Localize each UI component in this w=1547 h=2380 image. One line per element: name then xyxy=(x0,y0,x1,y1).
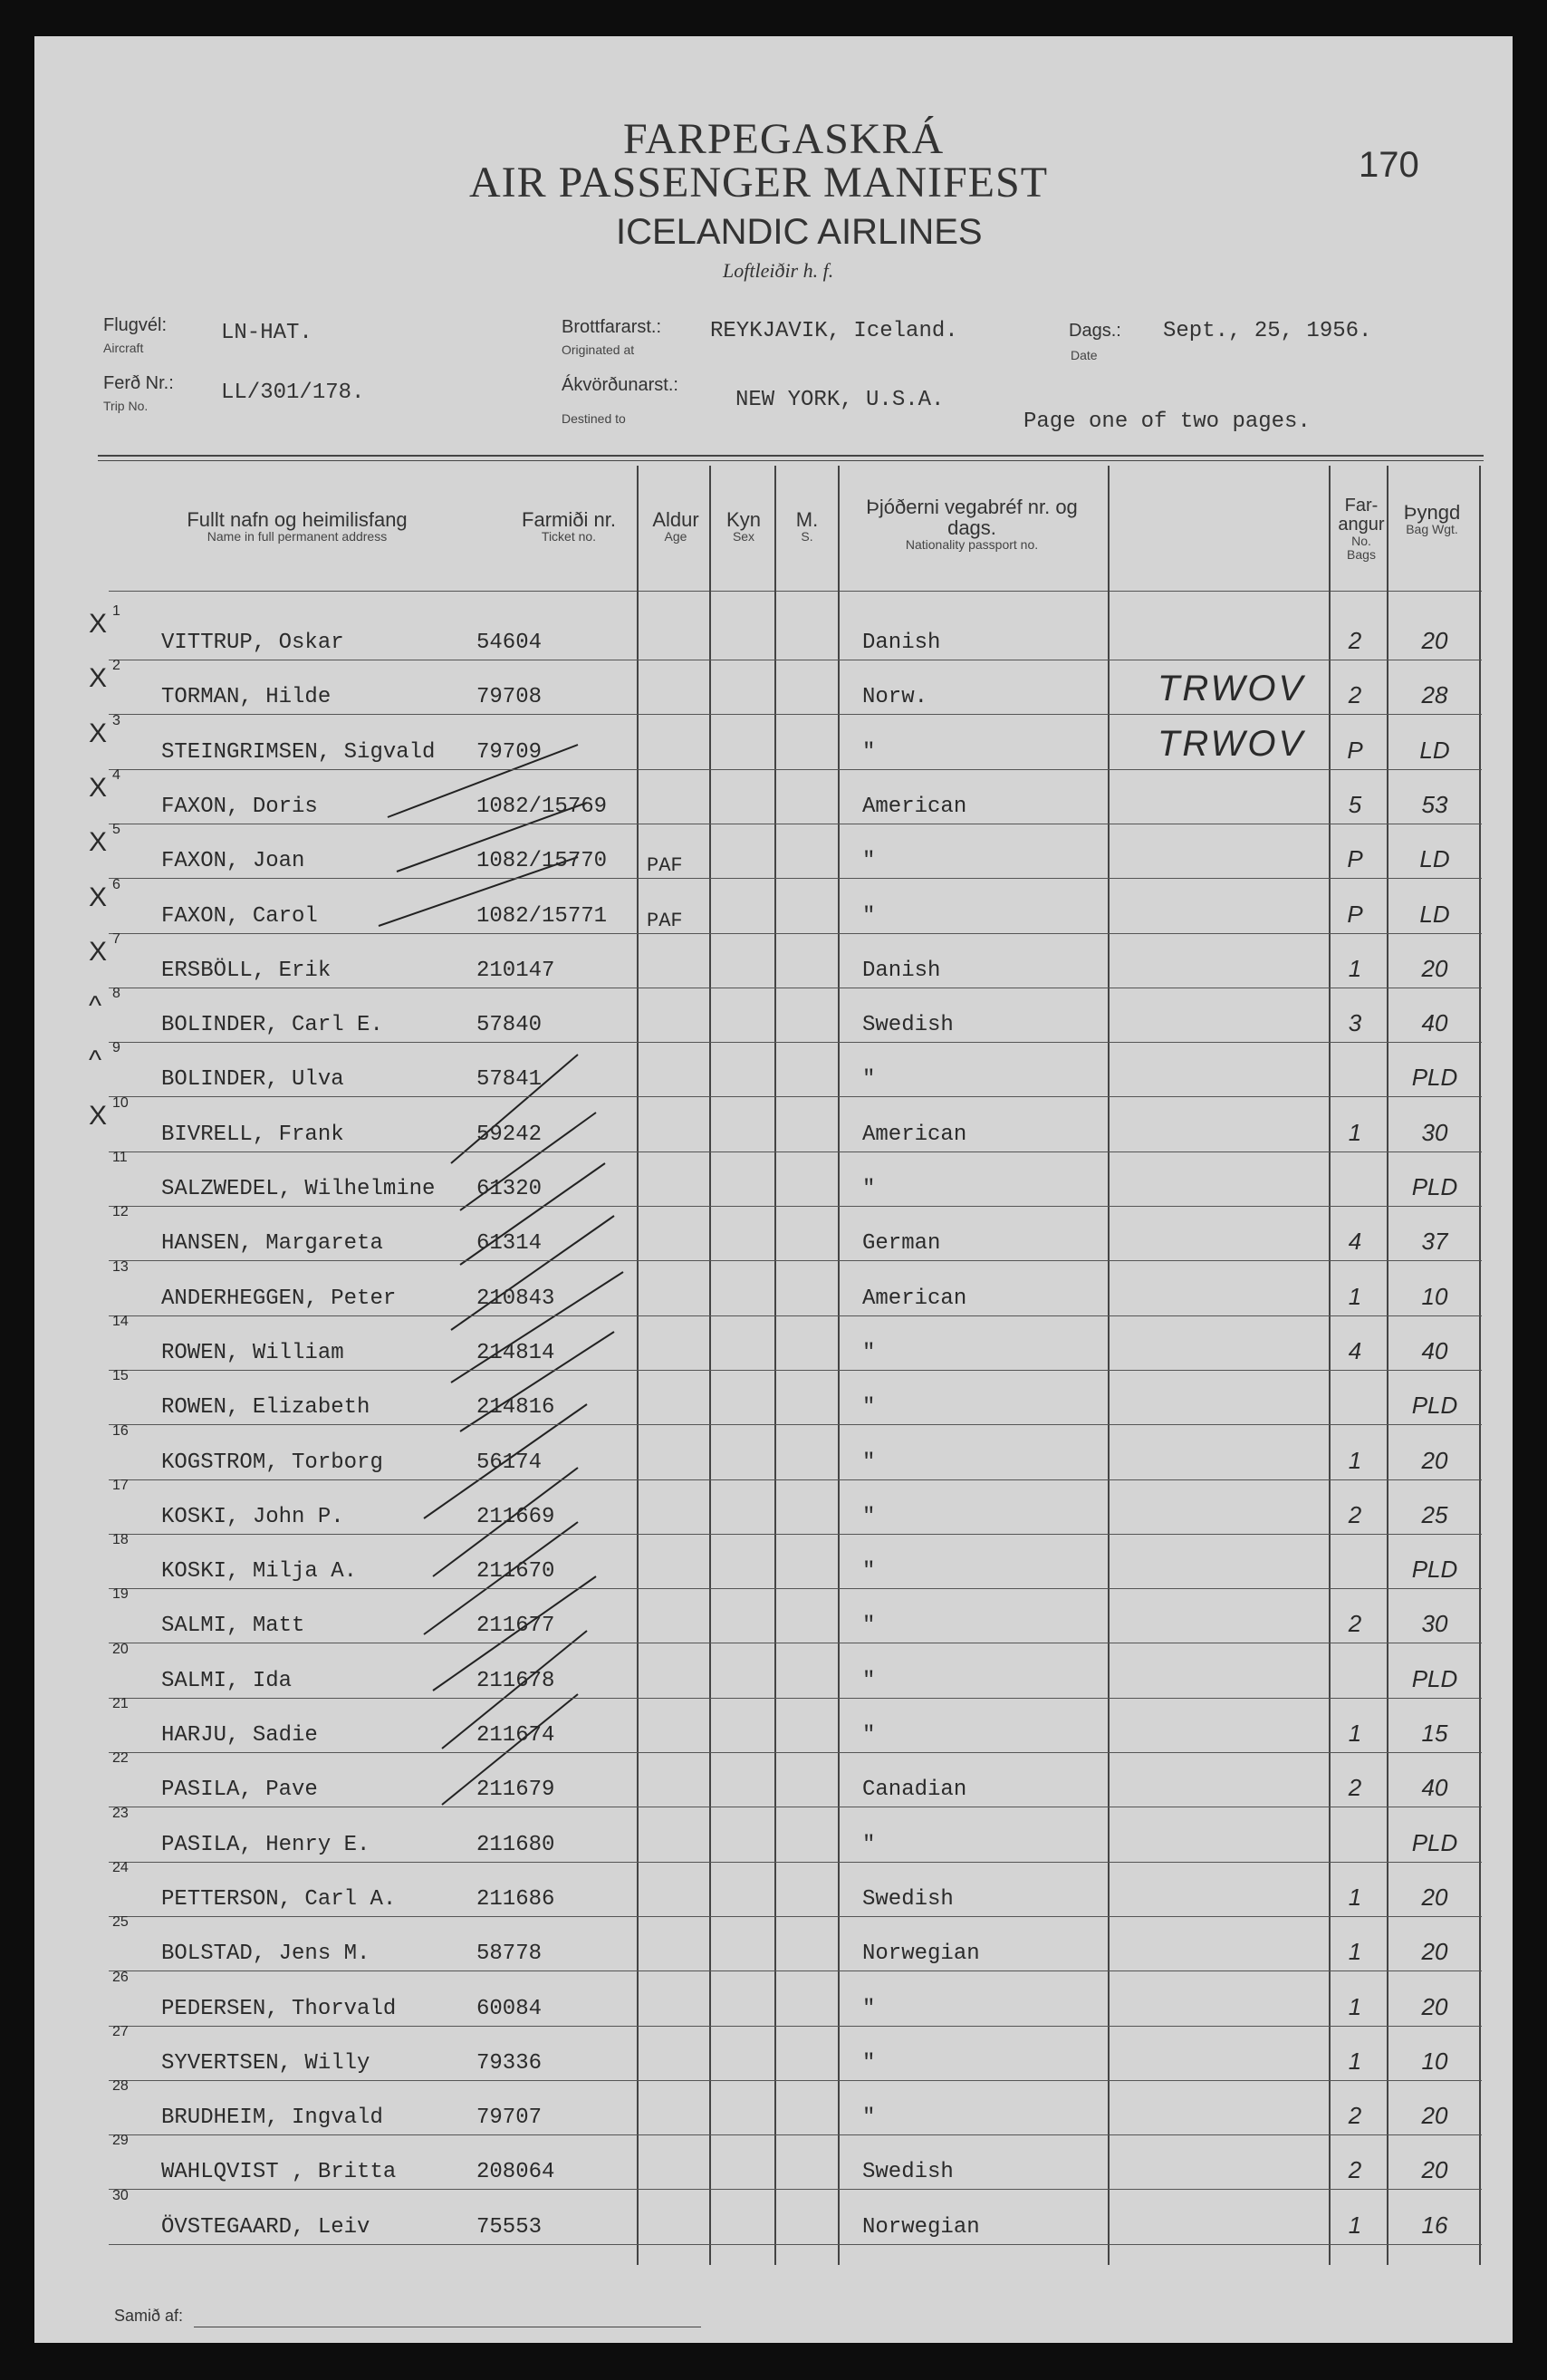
row-number: 24 xyxy=(112,1859,129,1875)
ticket-number: 208064 xyxy=(476,2160,555,2185)
nationality: Danish xyxy=(862,631,941,655)
row-number: 28 xyxy=(112,2078,129,2095)
row-rule xyxy=(109,714,1482,715)
passenger-mark: X xyxy=(89,1100,108,1131)
row-number: 17 xyxy=(112,1477,129,1493)
nationality: Norwegian xyxy=(862,1942,980,1967)
row-number: 19 xyxy=(112,1586,129,1603)
ticket-number: 211670 xyxy=(476,1559,555,1585)
bag-weight: PLD xyxy=(1411,1828,1458,1856)
row-rule xyxy=(109,1151,1482,1152)
ticket-number: 57840 xyxy=(476,1013,543,1038)
row-number: 10 xyxy=(112,1094,129,1111)
passenger-name: PASILA, Pave xyxy=(161,1778,318,1803)
bag-weight: 16 xyxy=(1421,2211,1448,2239)
aircraft-label: Flugvél: xyxy=(103,315,168,335)
col-bags-header: Far-angur No. Bags xyxy=(1338,496,1385,562)
bag-weight: 40 xyxy=(1421,1336,1448,1364)
passenger-name: BRUDHEIM, Ingvald xyxy=(161,2105,383,2131)
ticket-number: 211677 xyxy=(476,1614,555,1639)
row-number: 7 xyxy=(112,930,120,947)
date-label: Dags.: xyxy=(1069,321,1121,341)
row-number: 18 xyxy=(112,1532,129,1548)
row-rule xyxy=(109,1970,1482,1971)
passenger-name: ANDERHEGGEN, Peter xyxy=(161,1286,397,1311)
ticket-number: 59242 xyxy=(476,1122,543,1147)
nationality: " xyxy=(862,1996,876,2021)
nationality: " xyxy=(862,1723,876,1748)
row-rule xyxy=(109,2080,1482,2081)
table-row xyxy=(34,1805,1513,1865)
bags-count: 1 xyxy=(1348,1446,1362,1474)
table-row xyxy=(34,1914,1513,1974)
table-row xyxy=(34,986,1513,1045)
passenger-mark: X xyxy=(89,936,108,967)
passenger-mark: X xyxy=(89,882,108,912)
table-row xyxy=(34,822,1513,882)
table-row xyxy=(34,766,1513,827)
row-number: 4 xyxy=(112,766,120,783)
table-row xyxy=(34,2187,1513,2248)
passenger-name: STEINGRIMSEN, Sigvald xyxy=(161,739,436,765)
row-number: 20 xyxy=(112,1641,129,1657)
bag-weight: 28 xyxy=(1421,681,1448,709)
row-rule xyxy=(109,1424,1482,1425)
ticket-number: 79708 xyxy=(476,685,543,710)
table-row xyxy=(34,1094,1513,1155)
dest-label-en: Destined to xyxy=(562,411,626,426)
ticket-number: 1082/15771 xyxy=(476,903,608,929)
nationality: " xyxy=(862,1177,876,1201)
bag-weight: 25 xyxy=(1421,1500,1448,1528)
ticket-number: 58778 xyxy=(476,1942,543,1967)
bags-count: 1 xyxy=(1348,1938,1362,1966)
table-row xyxy=(34,1204,1513,1264)
row-number: 15 xyxy=(112,1368,129,1384)
nationality: " xyxy=(862,1504,876,1529)
nationality: " xyxy=(862,1450,876,1475)
ticket-number: 211686 xyxy=(476,1886,555,1912)
row-number: 9 xyxy=(112,1040,120,1056)
nationality: Swedish xyxy=(862,1013,954,1038)
row-rule xyxy=(109,2134,1482,2135)
bag-weight: 20 xyxy=(1421,627,1448,654)
bags-count: 2 xyxy=(1348,2102,1362,2130)
ticket-number: 211680 xyxy=(476,1832,555,1857)
col-age-header: Aldur Age xyxy=(652,508,699,544)
row-rule xyxy=(109,1479,1482,1480)
nationality: Norw. xyxy=(862,685,928,710)
aircraft-value: LN-HAT. xyxy=(221,321,312,345)
ticket-number: 211678 xyxy=(476,1668,555,1693)
bag-weight: 40 xyxy=(1421,1009,1448,1037)
table-row xyxy=(34,1641,1513,1701)
table-row xyxy=(34,1040,1513,1100)
trip-value: LL/301/178. xyxy=(221,381,365,405)
ticket-number: 211679 xyxy=(476,1778,555,1803)
table-row xyxy=(34,1696,1513,1756)
passenger-name: HANSEN, Margareta xyxy=(161,1231,383,1257)
row-number: 26 xyxy=(112,1969,129,1985)
bag-weight: LD xyxy=(1419,845,1450,873)
bags-count: 2 xyxy=(1348,1774,1362,1802)
aircraft-label-en: Aircraft xyxy=(103,341,144,355)
passenger-mark: X xyxy=(89,827,108,858)
ticket-number: 1082/15770 xyxy=(476,849,608,874)
bags-count: 4 xyxy=(1348,1336,1362,1364)
row-rule xyxy=(109,1260,1482,1261)
bag-weight: 30 xyxy=(1421,1118,1448,1146)
row-rule xyxy=(109,2026,1482,2027)
row-rule xyxy=(109,1698,1482,1699)
nationality: American xyxy=(862,794,967,819)
table-row xyxy=(34,1150,1513,1209)
compiled-by-label: Samið af: xyxy=(114,2307,184,2325)
bags-count: 2 xyxy=(1348,2156,1362,2184)
table-row xyxy=(34,876,1513,937)
nationality: " xyxy=(862,1614,876,1639)
passenger-name: PEDERSEN, Thorvald xyxy=(161,1996,397,2021)
passenger-name: SALMI, Matt xyxy=(161,1614,305,1639)
ticket-number: 210843 xyxy=(476,1286,555,1311)
row-rule xyxy=(109,1752,1482,1753)
bag-weight: 20 xyxy=(1421,2102,1448,2130)
col-sex-header: Kyn Sex xyxy=(726,508,761,544)
row-number: 13 xyxy=(112,1258,129,1275)
row-number: 29 xyxy=(112,2133,129,2149)
passenger-name: FAXON, Doris xyxy=(161,794,318,819)
annotation: TRWOV xyxy=(1158,669,1306,709)
nationality: German xyxy=(862,1231,941,1257)
bag-weight: 20 xyxy=(1421,1938,1448,1966)
passenger-mark: X xyxy=(89,772,108,803)
nationality: " xyxy=(862,1832,876,1857)
bag-weight: PLD xyxy=(1411,1556,1458,1584)
bags-count: 1 xyxy=(1348,1720,1362,1747)
nationality: " xyxy=(862,849,876,874)
row-rule xyxy=(109,1916,1482,1917)
nationality: American xyxy=(862,1286,967,1311)
passenger-name: PETTERSON, Carl A. xyxy=(161,1886,397,1912)
date-value: Sept., 25, 1956. xyxy=(1163,319,1372,343)
bag-weight: 20 xyxy=(1421,1446,1448,1474)
nationality: " xyxy=(862,1559,876,1585)
col-ms-header: M. S. xyxy=(795,508,819,544)
row-rule xyxy=(109,1042,1482,1043)
table-row xyxy=(34,2078,1513,2138)
nationality: American xyxy=(862,1122,967,1147)
row-number: 8 xyxy=(112,986,120,1002)
ticket-number: 56174 xyxy=(476,1450,543,1475)
row-rule xyxy=(109,1862,1482,1863)
table-row xyxy=(34,1969,1513,2029)
passenger-name: PASILA, Henry E. xyxy=(161,1832,370,1857)
passenger-name: BIVRELL, Frank xyxy=(161,1122,344,1147)
bags-count: P xyxy=(1347,845,1363,873)
row-number: 14 xyxy=(112,1313,129,1329)
ticket-number: 60084 xyxy=(476,1996,543,2021)
airline-subtitle: Loftleiðir h. f. xyxy=(723,259,834,282)
nationality: Danish xyxy=(862,958,941,983)
row-number: 25 xyxy=(112,1914,129,1931)
age-cell: PAF xyxy=(647,854,683,878)
passenger-name: ÖVSTEGAARD, Leiv xyxy=(161,2214,370,2240)
ticket-number: 211669 xyxy=(476,1504,555,1529)
passenger-name: SALMI, Ida xyxy=(161,1668,293,1693)
passenger-name: ROWEN, Elizabeth xyxy=(161,1395,370,1421)
bags-count: P xyxy=(1347,736,1363,764)
row-number: 6 xyxy=(112,876,120,892)
table-row xyxy=(34,1258,1513,1319)
row-number: 5 xyxy=(112,822,120,838)
ticket-number: 79707 xyxy=(476,2105,543,2131)
table-row xyxy=(34,712,1513,773)
passenger-name: VITTRUP, Oskar xyxy=(161,631,344,655)
table-row xyxy=(34,1532,1513,1592)
passenger-name: HARJU, Sadie xyxy=(161,1723,318,1748)
ticket-number: 75553 xyxy=(476,2214,543,2240)
bag-weight: PLD xyxy=(1411,1064,1458,1092)
ticket-number: 210147 xyxy=(476,958,555,983)
nationality: Swedish xyxy=(862,1886,954,1912)
annotation: TRWOV xyxy=(1158,723,1306,764)
table-row xyxy=(34,1313,1513,1373)
ticket-number: 61320 xyxy=(476,1177,543,1201)
title-icelandic: FARPEGASKRÁ xyxy=(623,115,945,163)
origin-label: Brottfararst.: xyxy=(562,317,662,337)
passenger-name: BOLINDER, Carl E. xyxy=(161,1013,383,1038)
bag-weight: 20 xyxy=(1421,954,1448,982)
airline-name: ICELANDIC AIRLINES xyxy=(616,212,983,252)
row-rule xyxy=(109,1315,1482,1316)
passenger-mark: ^ xyxy=(89,991,102,1022)
table-row xyxy=(34,1422,1513,1483)
row-number: 30 xyxy=(112,2187,129,2203)
dest-label: Ákvörðunarst.: xyxy=(562,375,678,395)
date-label-en: Date xyxy=(1071,348,1098,362)
bags-count: 5 xyxy=(1348,790,1362,818)
title-english: AIR PASSENGER MANIFEST xyxy=(469,159,1049,207)
row-rule xyxy=(109,2244,1482,2245)
passenger-mark: X xyxy=(89,718,108,748)
bag-weight: 30 xyxy=(1421,1610,1448,1638)
bags-count: 1 xyxy=(1348,2047,1362,2075)
bags-count: 2 xyxy=(1348,1500,1362,1528)
row-rule xyxy=(109,1370,1482,1371)
table-row xyxy=(34,2023,1513,2084)
row-number: 23 xyxy=(112,1805,129,1821)
col-name-header: Fullt nafn og heimilisfang Name in full permanent address xyxy=(187,508,408,544)
ticket-number: 57841 xyxy=(476,1067,543,1093)
passenger-name: KOSKI, Milja A. xyxy=(161,1559,358,1585)
bag-weight: 40 xyxy=(1421,1774,1448,1802)
bag-weight: 20 xyxy=(1421,1883,1448,1911)
row-number: 3 xyxy=(112,712,120,728)
passenger-name: WAHLQVIST , Britta xyxy=(161,2160,397,2185)
row-number: 11 xyxy=(112,1150,128,1165)
col-weight-header: Þyngd Bag Wgt. xyxy=(1403,501,1461,537)
passenger-name: TORMAN, Hilde xyxy=(161,685,332,710)
bags-count: 2 xyxy=(1348,681,1362,709)
bags-count: 1 xyxy=(1348,954,1362,982)
nationality: Canadian xyxy=(862,1778,967,1803)
bags-count: 1 xyxy=(1348,1282,1362,1310)
table-row xyxy=(34,658,1513,718)
passenger-name: BOLINDER, Ulva xyxy=(161,1067,344,1093)
row-rule xyxy=(109,1096,1482,1097)
bags-count: 2 xyxy=(1348,1610,1362,1638)
dest-value: NEW YORK, U.S.A. xyxy=(735,388,945,412)
row-rule xyxy=(109,933,1482,934)
row-number: 1 xyxy=(112,603,120,619)
bags-count: 3 xyxy=(1348,1009,1362,1037)
ticket-number: 1082/15769 xyxy=(476,794,608,819)
table-row xyxy=(34,1477,1513,1537)
nationality: " xyxy=(862,903,876,929)
nationality: " xyxy=(862,1340,876,1365)
col-ticket-header: Farmiði nr. Ticket no. xyxy=(522,508,616,544)
row-number: 27 xyxy=(112,2023,129,2039)
ticket-number: 61314 xyxy=(476,1231,543,1257)
table-row xyxy=(34,603,1513,663)
origin-value: REYKJAVIK, Iceland. xyxy=(710,319,958,343)
bag-weight: PLD xyxy=(1411,1173,1458,1200)
passenger-name: ROWEN, William xyxy=(161,1340,344,1365)
ticket-number: 79336 xyxy=(476,2050,543,2076)
bag-weight: 10 xyxy=(1421,1282,1448,1310)
bags-count: 1 xyxy=(1348,1883,1362,1911)
nationality: " xyxy=(862,1395,876,1421)
passenger-name: KOSKI, John P. xyxy=(161,1504,344,1529)
passenger-name: ERSBÖLL, Erik xyxy=(161,958,332,983)
row-rule xyxy=(109,1588,1482,1589)
nationality: Swedish xyxy=(862,2160,954,2185)
bags-count: 1 xyxy=(1348,2211,1362,2239)
nationality: " xyxy=(862,2050,876,2076)
ticket-number: 214814 xyxy=(476,1340,555,1365)
passenger-mark: X xyxy=(89,609,108,639)
origin-label-en: Originated at xyxy=(562,342,635,357)
bag-weight: LD xyxy=(1419,736,1450,764)
passenger-name: FAXON, Joan xyxy=(161,849,305,874)
bags-count: 1 xyxy=(1348,1992,1362,2020)
row-number: 16 xyxy=(112,1422,129,1439)
row-number: 22 xyxy=(112,1750,129,1767)
bag-weight: PLD xyxy=(1411,1664,1458,1692)
bag-weight: LD xyxy=(1419,900,1450,928)
passenger-name: SYVERTSEN, Willy xyxy=(161,2050,370,2076)
bag-weight: 37 xyxy=(1421,1228,1448,1256)
passenger-name: KOGSTROM, Torborg xyxy=(161,1450,383,1475)
row-number: 12 xyxy=(112,1204,129,1220)
page-number: 170 xyxy=(1359,145,1419,185)
passenger-name: FAXON, Carol xyxy=(161,903,318,929)
row-rule xyxy=(109,878,1482,879)
passenger-name: BOLSTAD, Jens M. xyxy=(161,1942,370,1967)
bags-count: P xyxy=(1347,900,1363,928)
row-rule xyxy=(109,1534,1482,1535)
row-number: 2 xyxy=(112,658,120,674)
bag-weight: 20 xyxy=(1421,1992,1448,2020)
bag-weight: 15 xyxy=(1421,1720,1448,1747)
row-number: 21 xyxy=(112,1696,129,1711)
trip-label: Ferð Nr.: xyxy=(103,373,174,393)
passenger-mark: ^ xyxy=(89,1045,102,1076)
bags-count: 1 xyxy=(1348,1118,1362,1146)
table-row xyxy=(34,930,1513,991)
col-nationality-header: Þjóðerni vegabréf nr. og dags. Nationality passport no. xyxy=(866,496,1078,553)
nationality: " xyxy=(862,1668,876,1693)
table-row xyxy=(34,1586,1513,1646)
manifest-sheet xyxy=(34,36,1513,2343)
nationality: " xyxy=(862,739,876,765)
bag-weight: 53 xyxy=(1421,790,1448,818)
row-rule xyxy=(109,1206,1482,1207)
bags-count: 2 xyxy=(1348,627,1362,654)
nationality: " xyxy=(862,2105,876,2131)
trip-label-en: Trip No. xyxy=(103,399,149,413)
bag-weight: 10 xyxy=(1421,2047,1448,2075)
table-row xyxy=(34,1859,1513,1920)
passenger-mark: X xyxy=(89,663,108,694)
bags-count: 4 xyxy=(1348,1228,1362,1256)
nationality: " xyxy=(862,1067,876,1093)
row-rule xyxy=(109,2189,1482,2190)
bag-weight: 20 xyxy=(1421,2156,1448,2184)
ticket-number: 214816 xyxy=(476,1395,555,1421)
ticket-number: 54604 xyxy=(476,631,543,655)
page-count-note: Page one of two pages. xyxy=(1023,410,1311,434)
table-row xyxy=(34,1368,1513,1428)
age-cell: PAF xyxy=(647,909,683,932)
passenger-name: SALZWEDEL, Wilhelmine xyxy=(161,1177,436,1201)
table-row xyxy=(34,2133,1513,2192)
ticket-number: 79709 xyxy=(476,739,543,765)
bag-weight: PLD xyxy=(1411,1392,1458,1420)
row-rule xyxy=(109,769,1482,770)
ticket-number: 211674 xyxy=(476,1723,555,1748)
table-row xyxy=(34,1750,1513,1810)
nationality: Norwegian xyxy=(862,2214,980,2240)
